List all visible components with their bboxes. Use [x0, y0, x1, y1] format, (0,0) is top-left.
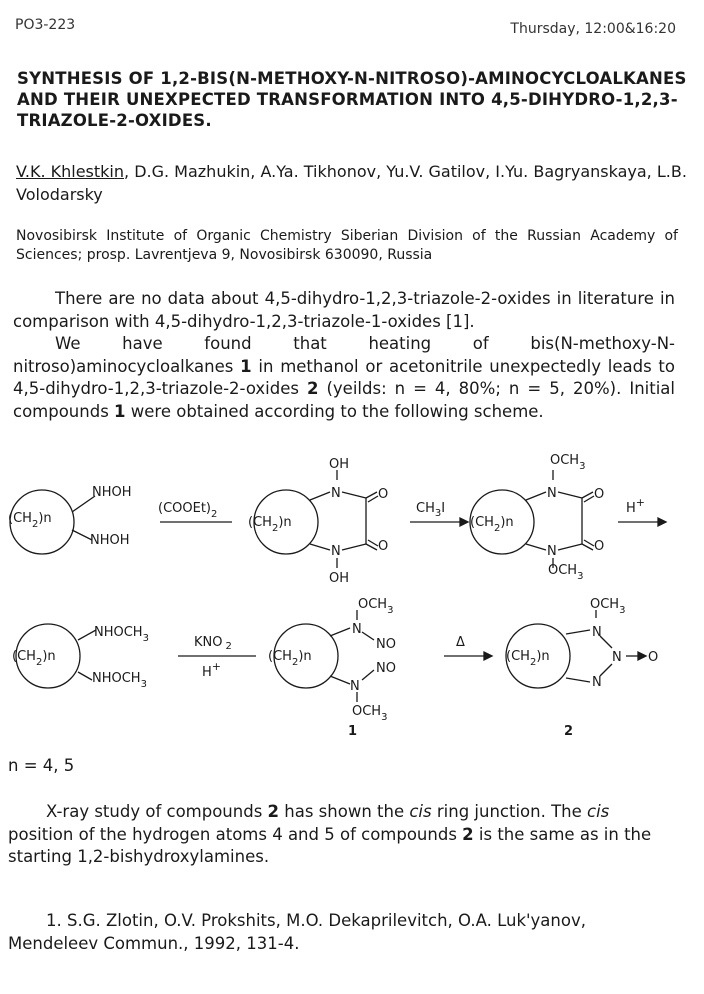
intro-sentence-1: There are no data about 4,5-dihydro-1,2,3-triazole-2-oxides in literature in comparison with 4,5-dihydro-1,2,3-triazole-1-oxides [1]. [13, 289, 675, 331]
oh-label: OH [329, 571, 350, 586]
nhoch3-label: $NHOCH_3$ [92, 671, 147, 690]
intro-sentence-2b: in methanol or acetonitrile unexpectedly leads to 4,5-dihydro-1,2,3-triazole-2-oxides [13, 356, 675, 398]
o-atom: O [594, 539, 605, 554]
results-text: ring junction. The [431, 802, 588, 821]
och3-label: $OCH_3$ [352, 704, 388, 723]
n-atom: N [547, 544, 557, 559]
reference-1 [8, 910, 648, 955]
reference-text: 1. S.G. Zlotin, O.V. Prokshits, M.O. Dekaprilevitch, O.A. Luk'yanov, Mendeleev Commun., 1992, 131-4. [8, 911, 586, 953]
reagent-kno2: KNO $_2$ [194, 635, 232, 652]
n-atom: N [331, 486, 341, 501]
compound-ref: 2 [267, 802, 280, 821]
o-atom: O [594, 487, 605, 502]
no-label: NO [376, 637, 396, 652]
results-text: is the same as in the starting 1,2-bishydroxylamines. [8, 824, 652, 866]
ring-label: $(CH_2)n$ [506, 649, 550, 668]
och3-label: $OCH_3$ [548, 563, 584, 582]
ring-label: $(CH_2)n$ [268, 649, 312, 668]
n-atom: N [612, 650, 622, 665]
ring-label: $(CH_2)n$ [470, 515, 514, 534]
compound-label-2: 2 [564, 724, 574, 739]
oh-label: OH [329, 457, 350, 472]
reagent-acid: H+ [202, 660, 221, 680]
compound-ref: 1 [240, 356, 252, 376]
o-atom: O [378, 539, 389, 554]
intro-sentence-2a: We have found that heating of bis(N-methoxy-N-nitroso)aminocycloalkanes [13, 334, 675, 376]
och3-label: $OCH_3$ [358, 597, 394, 616]
intro-paragraph [13, 288, 675, 423]
compound-ref: 2 [306, 379, 319, 398]
co-authors: , D.G. Mazhukin, A.Ya. Tikhonov, Yu.V. Gatilov, I.Yu. Bagryanskaya, L.B. Volodarsky [16, 162, 687, 204]
nhoch3-label: $NHOCH_3$ [94, 625, 149, 644]
n-atom: N [592, 675, 602, 690]
paper-title: SYNTHESIS OF 1,2-BIS(N-METHOXY-N-NITROSO)-AMINOCYCLOALKANES AND THEIR UNEXPECTED TRANSFORMATION INTO 4,5-DIHYDRO-1,2,3-TRIAZOLE-2-OXIDES. [17, 69, 687, 130]
n-atom: N [352, 622, 362, 637]
reaction-scheme [0, 450, 704, 750]
compound-ref: 1 [114, 401, 126, 421]
reagent-methyl-iodide: $CH_3I$ [416, 501, 446, 519]
compound-ref: 2 [462, 824, 474, 844]
intro-sentence-2c: (yeilds: n = 4, 80%; n = 5, 20%). Initial compounds [13, 379, 675, 421]
results-text: position of the hydrogen atoms 4 and 5 of compounds [8, 824, 463, 844]
heat-symbol: Δ [456, 635, 465, 650]
affiliation: Novosibirsk Institute of Organic Chemistry Siberian Division of the Russian Academy of Sciences; prosp. Lavrentjeva 9, Novosibirsk 630090, Russia [16, 228, 678, 263]
results-paragraph [8, 801, 668, 869]
nhoh-label: NHOH [90, 533, 130, 548]
ring-label: $(CH_2)n$ [248, 515, 292, 534]
n-atom: N [350, 679, 360, 694]
och3-label: $OCH_3$ [590, 597, 626, 616]
author-list [16, 160, 696, 206]
cis-term: cis [409, 802, 432, 821]
intro-sentence-3: were obtained according to the following scheme. [125, 401, 544, 421]
o-atom: O [378, 487, 389, 502]
reagent-diethyl-oxalate: $(COOEt)_2$ [158, 501, 218, 520]
ring-label: $(CH_2)n$ [12, 649, 56, 668]
session-time: Thursday, 12:00&16:20 [510, 21, 676, 37]
poster-code: PO3-223 [15, 17, 76, 33]
results-text: has shown the [279, 802, 410, 821]
n-atom: N [331, 544, 341, 559]
n-atom: N [592, 625, 602, 640]
results-text: X-ray study of compounds [46, 802, 268, 821]
cis-term: cis [587, 802, 610, 821]
presenting-author: V.K. Khlestkin [16, 162, 125, 181]
n-values: n = 4, 5 [8, 756, 75, 775]
ring-label: $(CH_2)n$ [8, 511, 52, 530]
compound-label-1: 1 [348, 724, 358, 739]
o-atom: O [648, 650, 659, 665]
nhoh-label: NHOH [92, 485, 132, 500]
reagent-acid: H+ [626, 496, 645, 516]
och3-label: $OCH_3$ [550, 453, 586, 472]
no-label: NO [376, 661, 396, 676]
n-atom: N [547, 486, 557, 501]
